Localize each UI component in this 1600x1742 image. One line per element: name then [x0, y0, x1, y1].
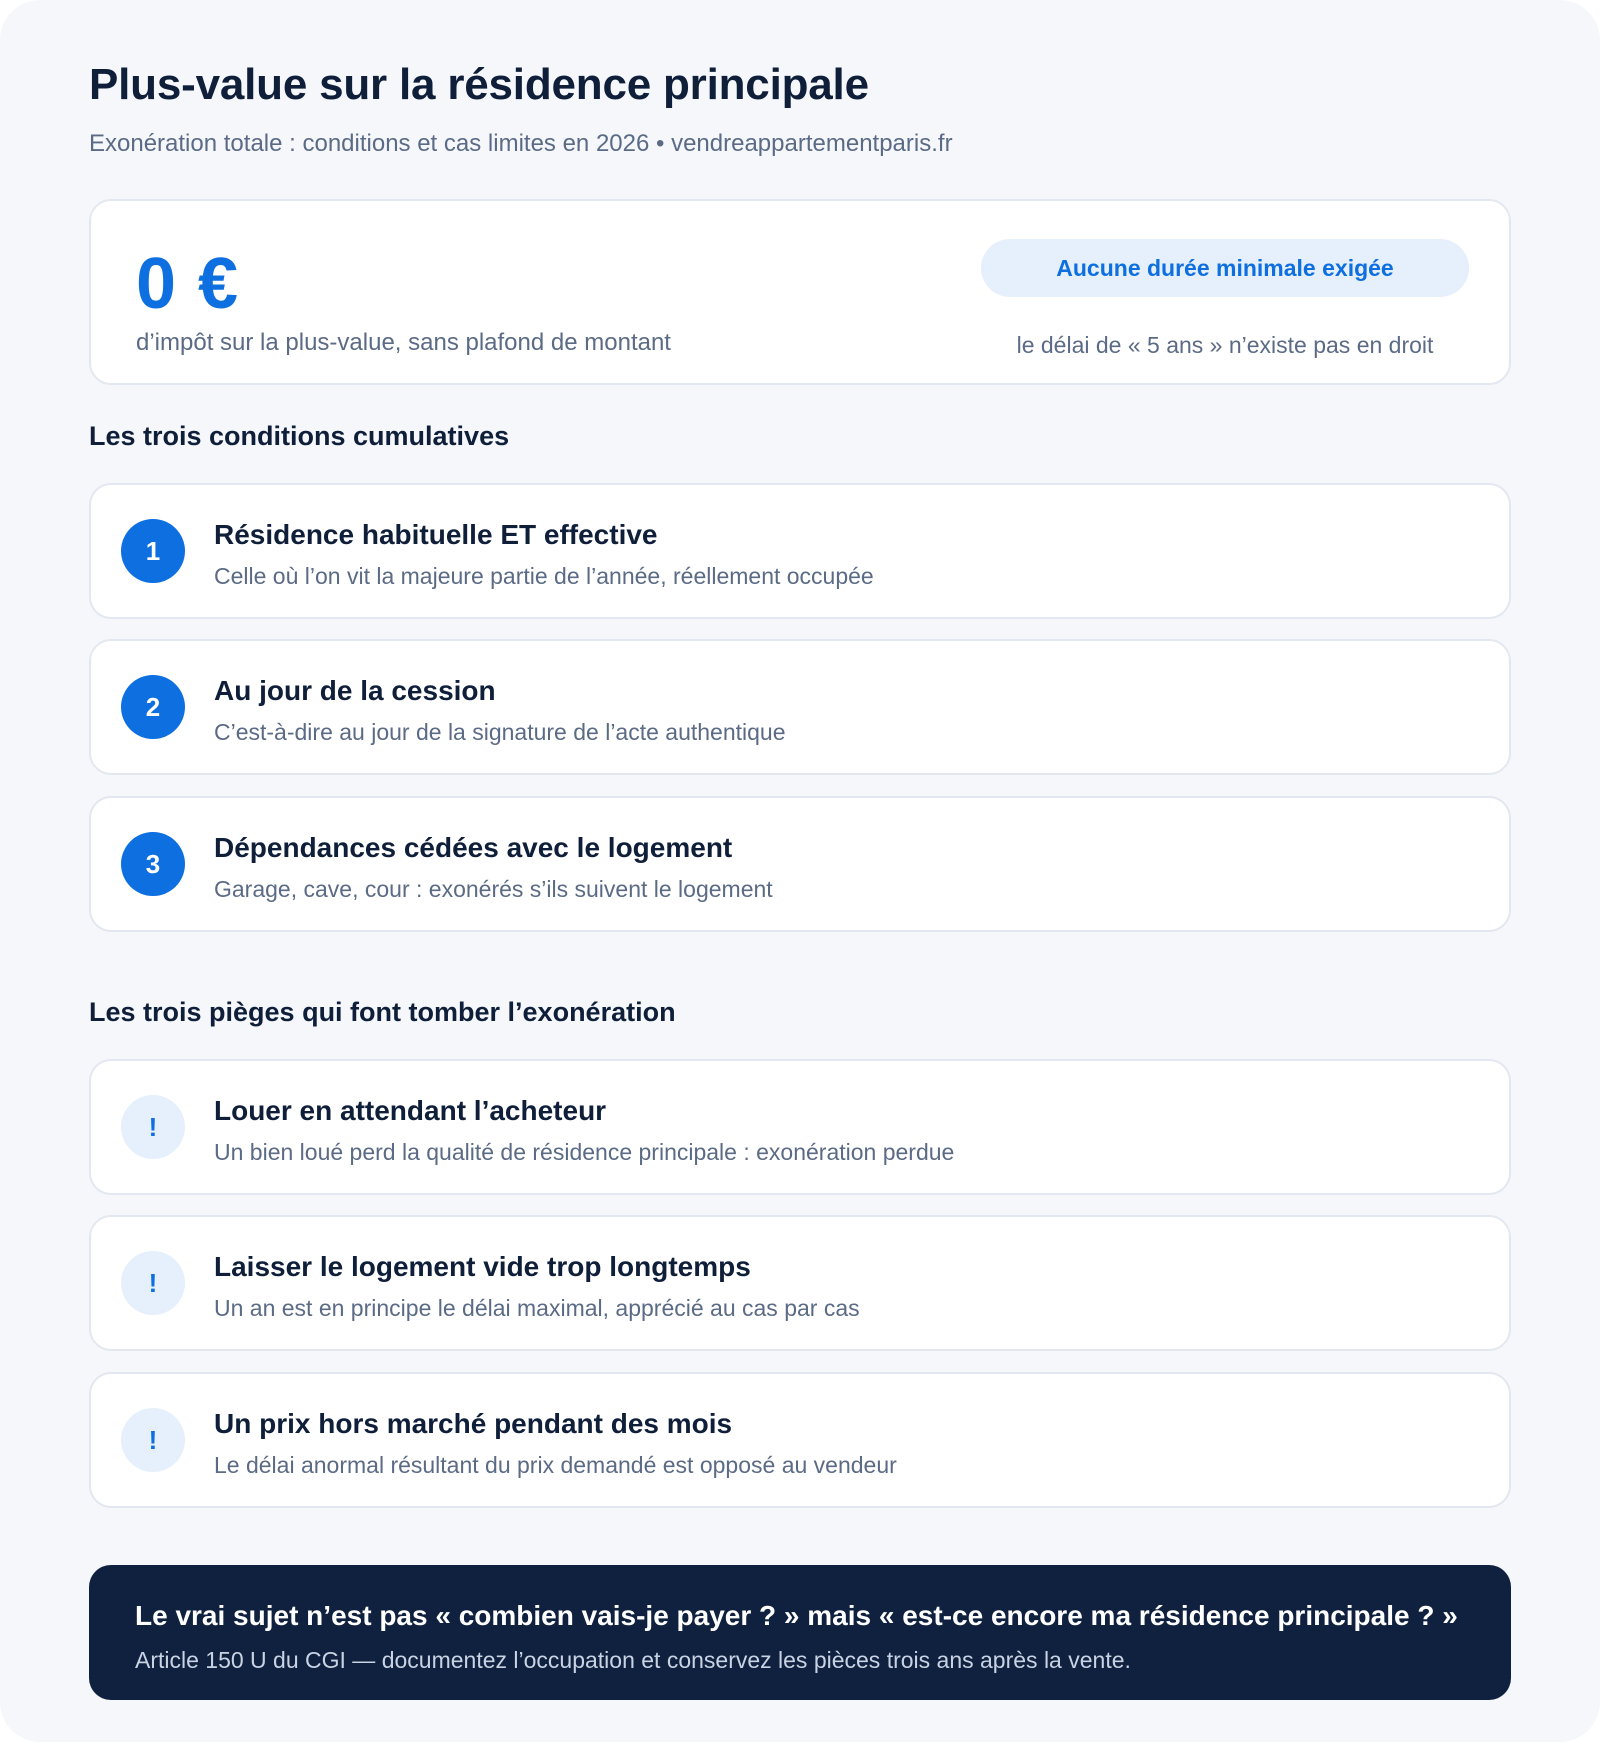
trap-description: Le délai anormal résultant du prix demandé est opposé au vendeur — [214, 1452, 897, 1478]
condition-number-badge: 2 — [121, 675, 185, 739]
page-subtitle: Exonération totale : conditions et cas limites en 2026 • vendreappartementparis.fr — [89, 130, 953, 157]
trap-item — [89, 1215, 1511, 1351]
trap-title: Un prix hors marché pendant des mois — [214, 1408, 733, 1439]
condition-description: C’est-à-dire au jour de la signature de l’acte authentique — [214, 719, 786, 745]
page-title: Plus-value sur la résidence principale — [89, 60, 869, 109]
condition-title: Résidence habituelle ET effective — [214, 519, 658, 550]
minimum-duration-caption: le délai de « 5 ans » n’existe pas en droit — [1016, 332, 1434, 358]
trap-description: Un an est en principe le délai maximal, apprécié au cas par cas — [214, 1295, 860, 1321]
tax-amount-caption: d’impôt sur la plus-value, sans plafond de montant — [136, 329, 671, 356]
trap-item — [89, 1372, 1511, 1508]
warning-icon: ! — [121, 1251, 185, 1315]
key-takeaway-title: Le vrai sujet n’est pas « combien vais-je payer ? » mais « est-ce encore ma résidence principale ? » — [135, 1600, 1458, 1631]
warning-icon: ! — [121, 1408, 185, 1472]
condition-item — [89, 639, 1511, 775]
trap-item — [89, 1059, 1511, 1195]
minimum-duration-badge: Aucune durée minimale exigée — [981, 239, 1469, 297]
condition-description: Celle où l’on vit la majeure partie de l’année, réellement occupée — [214, 563, 874, 589]
condition-description: Garage, cave, cour : exonérés s’ils suivent le logement — [214, 876, 773, 902]
warning-icon: ! — [121, 1095, 185, 1159]
condition-number-badge: 3 — [121, 832, 185, 896]
trap-title: Laisser le logement vide trop longtemps — [214, 1251, 751, 1282]
condition-number-badge: 1 — [121, 519, 185, 583]
hero-card — [89, 199, 1511, 385]
key-takeaway-banner — [89, 1565, 1511, 1700]
tax-amount: 0 € — [136, 244, 240, 324]
trap-description: Un bien loué perd la qualité de résidence principale : exonération perdue — [214, 1139, 955, 1165]
condition-item — [89, 796, 1511, 932]
condition-title: Dépendances cédées avec le logement — [214, 832, 733, 863]
conditions-section-title: Les trois conditions cumulatives — [89, 421, 510, 451]
traps-section-title: Les trois pièges qui font tomber l’exonération — [89, 997, 676, 1027]
trap-title: Louer en attendant l’acheteur — [214, 1095, 607, 1126]
condition-title: Au jour de la cession — [214, 675, 496, 706]
condition-item — [89, 483, 1511, 619]
key-takeaway-text: Article 150 U du CGI — documentez l’occupation et conservez les pièces trois ans après la vente. — [135, 1647, 1131, 1673]
